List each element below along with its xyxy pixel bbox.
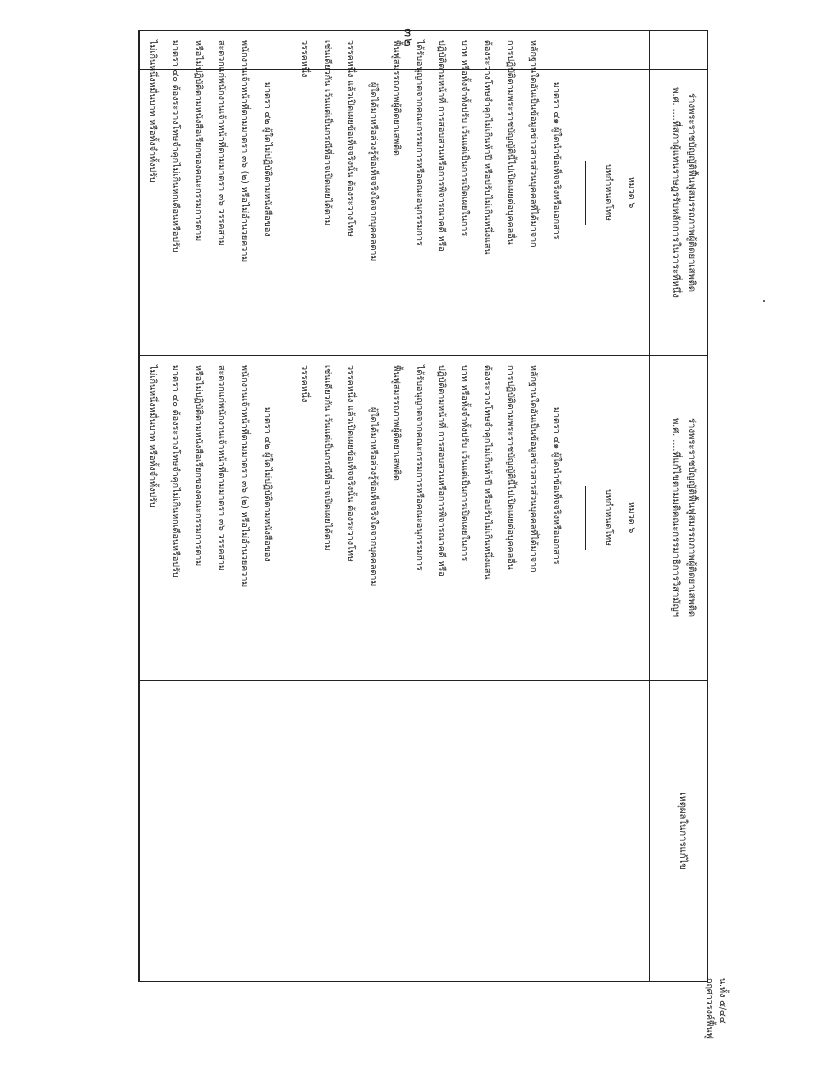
header-line: พ.ศ. ....ที่สภาผู้แทนราษฎรรับหลักการในวาระที่หนึ่ง	[670, 87, 682, 298]
chapter-divider	[573, 365, 596, 670]
section-41-paragraph-2: ผู้ใดได้มาหรือล่วงรู้ข้อเท็จจริงใดจากบุคคลตาม	[367, 407, 378, 587]
section-41-line: การปฏิบัติตามพระราชบัญญัตินี้ไปเปิดเผยต่อบุคคลอื่น	[505, 40, 516, 245]
section-41-line: ฟื้นฟูสมรรถภาพผู้ติดยาเสพติด	[390, 365, 401, 481]
section-41-line: บาท หรือทั้งจำทั้งปรับ เว้นแต่เป็นการเปิดเผยในการ	[459, 40, 470, 237]
section-41-line: เช่นเดียวกัน เว้นแต่เป็นกรณีที่อาจเปิดเผยได้ตาม	[321, 40, 332, 226]
section-41-line: ปฏิบัติตามหน้าที่ การสอบสวนหรือการพิจารณาคดี หรือ	[436, 365, 447, 577]
section-41-line: บาท หรือทั้งจำทั้งปรับ เว้นแต่เป็นการเปิดเผยในการ	[459, 365, 470, 562]
section-41-line: ฟื้นฟูสมรรถภาพผู้ติดยาเสพติด	[390, 40, 401, 156]
section-41-line: วรรคหนึ่ง	[298, 40, 309, 78]
chapter-title: บทกำหนดโทษ	[603, 489, 614, 546]
section-41-line: ได้รับอนุญาตจากคณะกรรมการหรือคณะอนุกรรมการ	[413, 365, 424, 571]
section-42-line: สะดวกแก่พนักงานเจ้าหน้าที่ตามมาตรา ๓๖ วรรคสาม	[216, 365, 227, 571]
section-41-line: การปฏิบัติตามพระราชบัญญัตินี้ไปเปิดเผยต่อบุคคลอื่น	[505, 365, 516, 570]
section-42-line: พนักงานเจ้าหน้าที่ตามมาตรา ๓๖ (๒) หรือไม่อำนวยความ	[239, 40, 249, 263]
chapter-title: บทกำหนดโทษ	[603, 164, 614, 221]
scan-speck	[763, 300, 765, 302]
stamp-line: กฤศาวรงค์ฟื้นฟู	[704, 978, 715, 1039]
section-41-line: วรรคหนึ่ง แล้วเปิดเผยข้อเท็จจริงนั้น ต้องระวางโทษ	[344, 40, 355, 237]
section-41-line: ได้รับอนุญาตจากคณะกรรมการหรือคณะอนุกรรมการ	[413, 40, 424, 246]
page-number-text: ๓๒	[401, 28, 416, 48]
chapter-divider	[573, 40, 596, 345]
section-42-line: หรือไม่ปฏิบัติตามหนังสือเรียกของคณะกรรมการตาม	[193, 365, 204, 567]
stamp-line: น.ทั้ง ๕/๔๔	[717, 978, 727, 1024]
section-41-line: ต้องระวางโทษจำคุกไม่เกินห้าปี หรือปรับไม่เกินหนึ่งแสน	[482, 40, 493, 255]
section-42-line: มาตรา ๔๐ ต้องระวางโทษจำคุกไม่เกินหกเดือนหรือปรับ	[170, 365, 181, 578]
section-42-title: มาตรา ๔๒ ผู้ใดไม่ปฏิบัติตามหนังสือของ	[261, 82, 272, 237]
section-41-paragraph-2: ผู้ใดได้มาหรือล่วงรู้ข้อเท็จจริงใดจากบุคคลตาม	[367, 82, 378, 262]
comparison-table	[138, 30, 708, 982]
header-line: พ.ศ. ....ที่แก้ไขตามมติคณะกรรมาธิการวิสามัญฯ	[670, 417, 682, 617]
section-42-line: ไม่เกินหนึ่งหมื่นบาท หรือทั้งจำทั้งปรับ	[147, 40, 158, 183]
table-rotated-content	[138, 30, 708, 982]
section-41-line: วรรคหนึ่ง	[298, 365, 309, 403]
section-41-line: หลักฐานใดอันเป็นข้อมูลข่าวสารส่วนบุคคลที่ได้มาจาก	[528, 365, 539, 573]
section-41-line: หลักฐานใดอันเป็นข้อมูลข่าวสารส่วนบุคคลที่ได้มาจาก	[528, 40, 539, 248]
section-41-title: มาตรา ๔๑ ผู้ใดนำข้อเท็จจริงหรือเอกสาร	[551, 407, 562, 565]
chapter-heading: หมวด ๖	[626, 501, 636, 534]
section-42-line: พนักงานเจ้าหน้าที่ตามมาตรา ๓๖ (๒) หรือไม่อำนวยความ	[239, 365, 249, 588]
header-original-draft	[650, 30, 708, 355]
header-line: เหตุผลในการแก้ไข	[677, 792, 688, 870]
section-42-line: ไม่เกินหนึ่งหมื่นบาท หรือทั้งจำทั้งปรับ	[147, 365, 158, 508]
section-41-line: ปฏิบัติตามหน้าที่ การสอบสวนหรือการพิจารณาคดี หรือ	[436, 40, 447, 252]
chapter-heading: หมวด ๖	[626, 176, 636, 209]
column-reasons	[146, 680, 646, 982]
section-42-line: สะดวกแก่พนักงานเจ้าหน้าที่ตามมาตรา ๓๖ วรรคสาม	[216, 40, 227, 246]
header-line: ร่างพระราชบัญญัติฟื้นฟูสมรรถภาพผู้ติดยาเสพติด	[686, 417, 697, 618]
section-41-line: เช่นเดียวกัน เว้นแต่เป็นกรณีที่อาจเปิดเผยได้ตาม	[321, 365, 332, 551]
section-42-line: มาตรา ๔๐ ต้องระวางโทษจำคุกไม่เกินหกเดือนหรือปรับ	[170, 40, 181, 253]
section-42-title: มาตรา ๔๒ ผู้ใดไม่ปฏิบัติตามหนังสือของ	[261, 407, 272, 562]
section-41-title: มาตรา ๔๑ ผู้ใดนำข้อเท็จจริงหรือเอกสาร	[551, 82, 562, 240]
section-41-line: วรรคหนึ่ง แล้วเปิดเผยข้อเท็จจริงนั้น ต้องระวางโทษ	[344, 365, 355, 562]
column-original-draft	[146, 30, 646, 355]
header-amended-draft	[650, 355, 708, 680]
header-rule	[649, 30, 650, 982]
header-line: ร่างพระราชบัญญัติฟื้นฟูสมรรถภาพผู้ติดยาเสพติด	[686, 92, 697, 293]
document-stamp	[688, 978, 728, 1078]
header-reasons	[650, 680, 708, 982]
section-41-line: ต้องระวางโทษจำคุกไม่เกินห้าปี หรือปรับไม่เกินหนึ่งแสน	[482, 365, 493, 580]
column-amended-draft	[146, 355, 646, 680]
section-42-line: หรือไม่ปฏิบัติตามหนังสือเรียกของคณะกรรมการตาม	[193, 40, 204, 242]
